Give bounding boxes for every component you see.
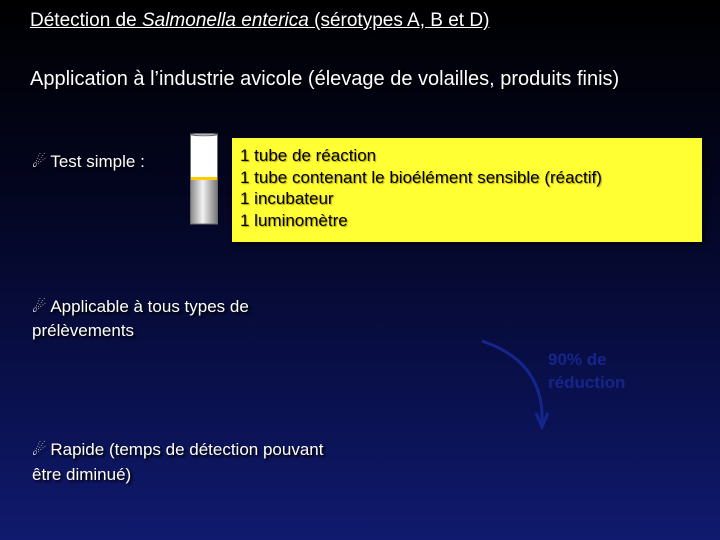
title-suffix: (sérotypes A, B et D) <box>308 10 490 31</box>
kit-item: 1 incubateur <box>240 189 334 208</box>
reduction-label: 90% de réduction <box>548 350 626 392</box>
title-prefix: Détection de <box>30 10 142 31</box>
kit-item: 1 tube contenant le bioélément sensible (réactif) <box>240 167 602 187</box>
kit-contents-box <box>232 138 702 242</box>
bullet-text: Applicable à tous types de prélèvements <box>32 297 249 340</box>
bullet-text: Test simple : <box>50 152 145 171</box>
slide-subtitle: Application à l’industrie avicole (élevage de volailles, produits finis) <box>30 68 620 90</box>
bullet-test-simple <box>32 152 145 172</box>
title-species: Salmonella enterica <box>141 10 309 31</box>
bullet-text: Rapide (temps de détection pouvant être diminué) <box>32 440 324 484</box>
slide-title <box>30 10 489 32</box>
curved-arrow-icon <box>478 335 558 430</box>
kit-item: 1 tube de réaction <box>240 146 377 165</box>
comet-bullet-icon: ☄ <box>32 442 47 459</box>
bullet-applicable <box>32 295 332 342</box>
reagent-level <box>191 177 217 180</box>
bullet-rapide <box>32 438 332 487</box>
kit-item: 1 luminomètre <box>240 210 348 230</box>
comet-bullet-icon: ☄ <box>32 154 47 171</box>
comet-bullet-icon: ☄ <box>32 299 47 316</box>
test-tube-icon <box>190 133 218 225</box>
